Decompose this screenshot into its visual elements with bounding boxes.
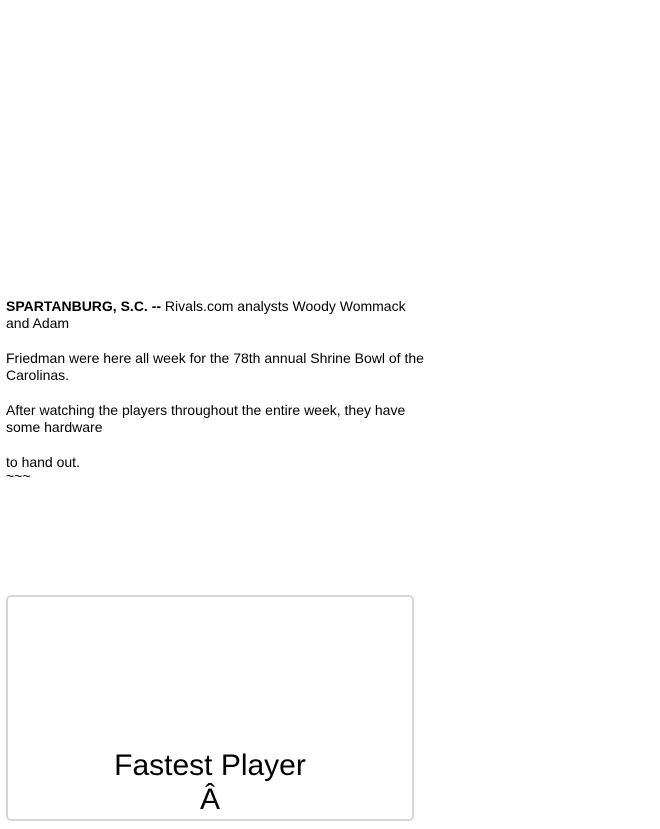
article-paragraph-4: to hand out. [6, 454, 80, 470]
award-card [6, 595, 414, 821]
article-body [6, 298, 426, 484]
article-paragraph-1 [6, 298, 426, 332]
paragraph-1-text: Rivals.com analysts Woody Wommack and Adam [6, 298, 406, 331]
dateline: SPARTANBURG, S.C. -- [6, 298, 162, 314]
article-paragraph-3: After watching the players throughout the entire week, they have some hardware [6, 402, 406, 435]
article-paragraph-2: Friedman were here all week for the 78th annual Shrine Bowl of the Carolinas. [6, 350, 424, 383]
separator-tildes: ~~~ [6, 468, 31, 484]
award-card-title: Fastest Player [114, 749, 306, 782]
award-card-glyph: Â [199, 783, 220, 816]
